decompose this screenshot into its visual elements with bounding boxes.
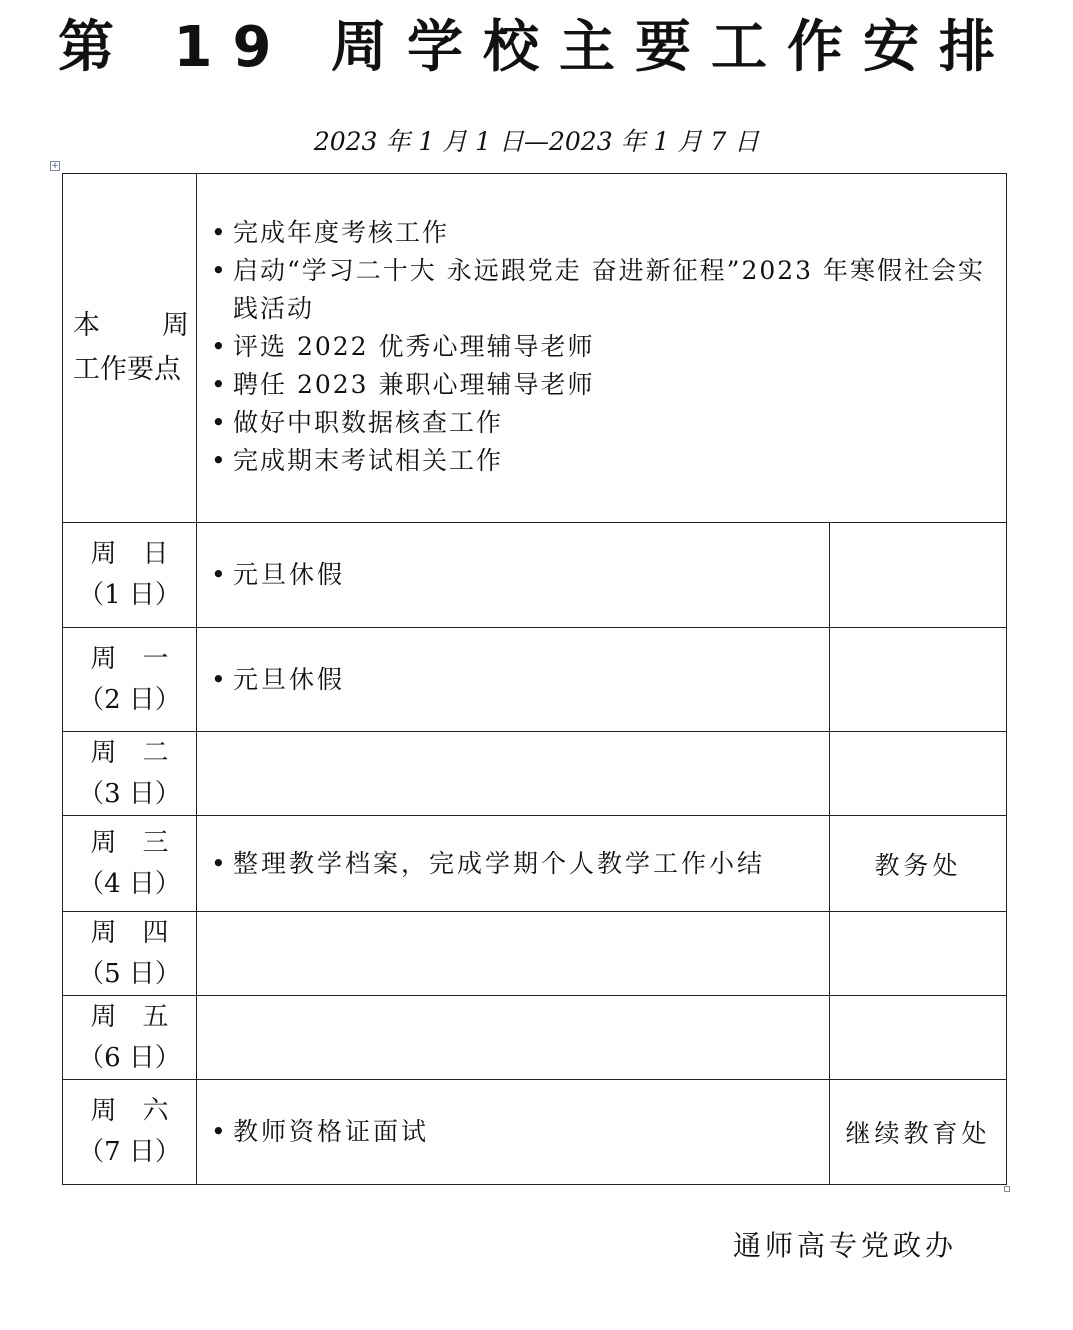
schedule-table [62,173,1007,1185]
day-department: 教务处 [830,816,1007,912]
day-label [63,628,197,732]
day-date: （7 日） [78,1137,181,1167]
task-item: • 元旦休假 [211,556,829,594]
day-name: 周五 [90,1001,195,1032]
day-department [830,732,1007,816]
day-task [197,912,830,996]
day-name: 周六 [90,1096,195,1126]
day-department [830,912,1007,996]
day-task [197,732,830,816]
day-date: （5 日） [78,958,181,989]
summary-label [63,174,197,523]
day-task [197,996,830,1080]
day-row-thursday [63,912,1007,996]
summary-point: • 评选 2022 优秀心理辅导老师 [211,328,1004,366]
day-label [63,523,197,628]
day-name: 周日 [90,539,195,569]
task-item: • 整理教学档案，完成学期个人教学工作小结 [211,845,829,883]
issuer-signature: 通师高专党政办 [733,1229,958,1262]
task-item: • 教师资格证面试 [211,1113,829,1151]
day-label [63,1080,197,1185]
day-label [63,996,197,1080]
day-task [197,1080,830,1185]
day-task [197,816,830,912]
day-date: （6 日） [78,1042,181,1073]
task-item: • 元旦休假 [211,661,829,699]
summary-point: • 完成期末考试相关工作 [211,442,1004,480]
day-date: （1 日） [78,580,181,610]
day-row-friday [63,996,1007,1080]
day-department: 继续教育处 [830,1080,1007,1185]
day-label [63,912,197,996]
day-row-sunday [63,523,1007,628]
summary-point: • 启动“学习二十大 永远跟党走 奋进新征程”2023 年寒假社会实践活动 [211,252,1004,328]
day-row-wednesday [63,816,1007,912]
table-move-handle-icon[interactable]: + [51,161,59,171]
day-department [830,523,1007,628]
day-date: （3 日） [78,778,181,809]
day-name: 周四 [90,917,195,948]
summary-points-list [211,214,1004,480]
day-label [63,816,197,912]
day-name: 周一 [90,643,195,674]
summary-point: • 做好中职数据核查工作 [211,404,1004,442]
summary-points [197,174,1007,523]
summary-point: • 完成年度考核工作 [211,214,1004,252]
day-department [830,996,1007,1080]
page-title: 第 19 周学校主要工作安排 [58,15,1015,80]
day-date: （2 日） [78,684,181,715]
day-date: （4 日） [78,868,181,899]
summary-point: • 聘任 2023 兼职心理辅导老师 [211,366,1004,404]
day-task [197,628,830,732]
day-row-monday [63,628,1007,732]
day-row-tuesday [63,732,1007,816]
summary-label-line2: 工作要点 [73,354,181,385]
summary-row [63,174,1007,523]
day-label [63,732,197,816]
day-task [197,523,830,628]
day-name: 周三 [90,827,195,858]
day-department [830,628,1007,732]
summary-label-line1: 本周 [73,310,189,341]
table-resize-handle[interactable] [1004,1186,1010,1192]
day-name: 周二 [90,737,195,768]
day-row-saturday [63,1080,1007,1185]
date-range: 2023 年 1 月 1 日—2023 年 1 月 7 日 [313,127,760,156]
